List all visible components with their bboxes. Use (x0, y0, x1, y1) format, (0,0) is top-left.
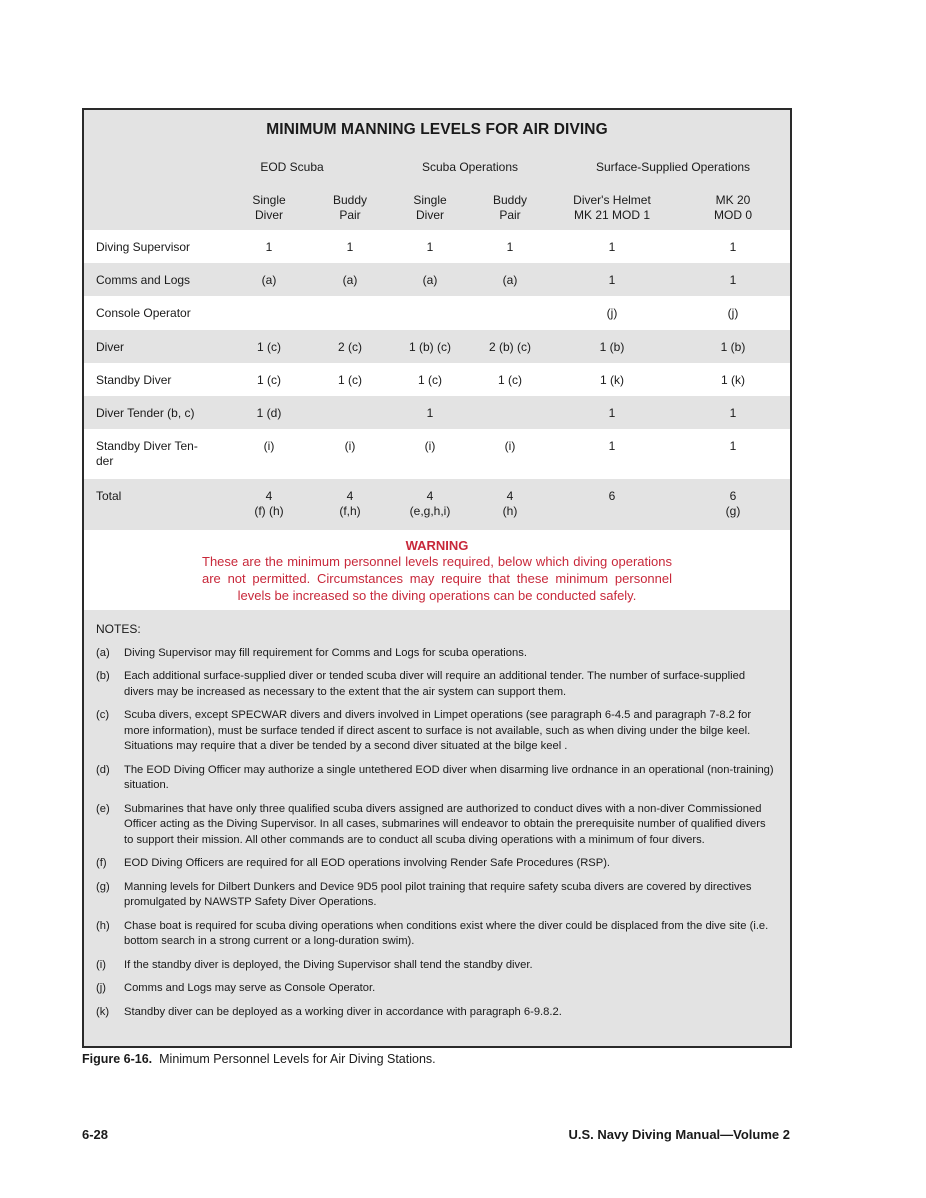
book-title: U.S. Navy Diving Manual—Volume 2 (568, 1127, 790, 1142)
table-cell (224, 240, 314, 255)
table-row (84, 263, 790, 296)
cell-value: 1 (c) (257, 340, 281, 354)
cell-footnote: (e,g,h,i) (409, 504, 451, 518)
table-cell (465, 373, 555, 388)
warning-box (84, 530, 790, 610)
table-cell (567, 373, 657, 388)
note-item (96, 1005, 776, 1021)
note-key: (a) (96, 646, 110, 659)
cell-footnote: (f) (h) (254, 504, 284, 518)
row-label: Total (96, 489, 122, 503)
cell-value: (j) (606, 306, 618, 320)
table-cell (567, 273, 657, 288)
subheader-mk21 (552, 193, 672, 223)
cell-value: (a) (422, 273, 438, 287)
note-text: If the standby diver is deployed, the Diving Supervisor shall tend the standby diver. (124, 958, 533, 971)
cell-value: 1 (346, 240, 354, 254)
table-cell (465, 489, 555, 519)
cell-value: 4 (346, 489, 354, 503)
cell-value: 1 (608, 273, 616, 287)
table-cell (224, 439, 314, 454)
subheader-scuba-single (385, 193, 475, 223)
note-item (96, 708, 776, 755)
table-cell (465, 340, 555, 355)
note-item (96, 880, 776, 911)
table-cell (224, 406, 314, 421)
cell-value: (j) (727, 306, 739, 320)
subheader-line: Pair (339, 208, 361, 222)
note-text: Manning levels for Dilbert Dunkers and Device 9D5 pool pilot training that require safety scuba divers are covered by directives promulgated by NAWSTP Safety Diver Operations. (124, 880, 752, 908)
note-text: The EOD Diving Officer may authorize a single untethered EOD diver when disarming live ordnance in an operational (non-training) situation. (124, 763, 774, 791)
table-cell (385, 373, 475, 388)
cell-value: 2 (b) (c) (489, 340, 531, 354)
table-cell (385, 340, 475, 355)
notes-section (96, 622, 776, 1028)
cell-value: 1 (729, 273, 737, 287)
table-cell (305, 340, 395, 355)
note-key: (i) (96, 958, 106, 971)
table-cell (567, 489, 657, 504)
cell-value: 4 (265, 489, 273, 503)
table-cell (465, 240, 555, 255)
note-text: Standby diver can be deployed as a working diver in accordance with paragraph 6-9.8.2. (124, 1005, 562, 1018)
note-key: (c) (96, 709, 110, 721)
row-label: Standby Diver (96, 373, 172, 387)
table-cell (688, 240, 778, 255)
table-cell (688, 340, 778, 355)
group-header-eod-scuba: EOD Scuba (260, 160, 324, 174)
table-cell (305, 240, 395, 255)
subheader-mk20 (688, 193, 778, 223)
note-text: Comms and Logs may serve as Console Operator. (124, 982, 376, 994)
cell-value: 1 (426, 406, 434, 420)
note-item (96, 856, 776, 872)
table-cell (385, 273, 475, 288)
cell-value: 1 (608, 240, 616, 254)
table-cell (688, 406, 778, 421)
table-cell (305, 489, 395, 519)
table-cell (385, 240, 475, 255)
table-row (84, 479, 790, 530)
table-cell (224, 373, 314, 388)
cell-value: (a) (261, 273, 277, 287)
table-cell (688, 306, 778, 321)
subheader-line: Diver (415, 208, 444, 222)
table-cell (567, 439, 657, 454)
cell-value: 1 (506, 240, 514, 254)
table-cell (224, 273, 314, 288)
page-number: 6-28 (82, 1127, 109, 1142)
subheader-line: MK 20 (715, 193, 751, 207)
table-cell (567, 306, 657, 321)
cell-value: 6 (608, 489, 616, 503)
cell-value: 1 (k) (600, 373, 624, 387)
cell-value: 4 (506, 489, 514, 503)
cell-value: 1 (c) (338, 373, 362, 387)
subheader-line: Pair (499, 208, 521, 222)
cell-value: (i) (504, 439, 516, 453)
note-item (96, 763, 776, 794)
table-cell (305, 273, 395, 288)
cell-value: 1 (k) (721, 373, 745, 387)
note-text: Each additional surface-supplied diver or tended scuba diver will require an additional tender. The number of surface-supplied divers may be increased as necessary to the extent that the air system can support them. (124, 670, 746, 698)
table-row (84, 330, 790, 363)
table-row (84, 363, 790, 396)
cell-value: 1 (729, 406, 737, 420)
row-label: Diver (96, 340, 125, 354)
table-cell (465, 439, 555, 454)
cell-value: 1 (729, 240, 737, 254)
table-cell (224, 489, 314, 519)
cell-value: 1 (265, 240, 273, 254)
warning-title: WARNING (405, 538, 469, 553)
subheader-line: Diver (254, 208, 283, 222)
table-row (84, 396, 790, 429)
table-cell (688, 273, 778, 288)
cell-value: (a) (342, 273, 358, 287)
subheader-line: MK 21 MOD 1 (573, 208, 651, 222)
note-key: (e) (96, 802, 110, 815)
note-key: (d) (96, 763, 110, 776)
note-item (96, 802, 776, 849)
figure-label: Figure 6-16. (82, 1052, 153, 1066)
note-item (96, 669, 776, 700)
row-label: Console Operator (96, 306, 191, 320)
table-row (84, 429, 790, 479)
table-row (84, 296, 790, 330)
subheader-line: Buddy (332, 193, 368, 207)
group-header-surface-supplied: Surface-Supplied Operations (595, 160, 751, 174)
cell-footnote: (f,h) (339, 504, 361, 518)
subheader-eod-buddy (305, 193, 395, 223)
table-cell (567, 340, 657, 355)
cell-value: (a) (502, 273, 518, 287)
note-text: EOD Diving Officers are required for all EOD operations involving Render Safe Procedures (RSP). (124, 857, 611, 869)
table-cell (385, 406, 475, 421)
cell-value: (i) (263, 439, 275, 453)
figure-caption (82, 1052, 436, 1066)
note-key: (f) (96, 857, 107, 869)
subheader-line: Diver's Helmet (573, 193, 651, 207)
note-text: Chase boat is required for scuba diving operations when conditions exist where the diver could be displaced from the dive site (i.e. bottom search in a strong current or a long-duration swim). (124, 919, 769, 947)
table-cell (465, 273, 555, 288)
note-item (96, 958, 776, 974)
subheader-line: Buddy (492, 193, 528, 207)
cell-value: 2 (c) (338, 340, 362, 354)
subheader-line: MOD 0 (713, 208, 752, 222)
row-label: Comms and Logs (96, 273, 191, 287)
note-text: Submarines that have only three qualified scuba divers assigned are authorized to conduct dives with a non-diver Commissioned Officer acting as the Diving Supervisor. In all cases, submarines will endeavor to obtain the prerequisite number of qualified divers to support their mission. All other commands are to conduct all scuba diving operations with a minimum of four divers. (124, 802, 766, 846)
table-row (84, 230, 790, 263)
table-cell (385, 489, 475, 519)
cell-value: 1 (c) (418, 373, 442, 387)
table-cell (224, 340, 314, 355)
table-cell (305, 439, 395, 454)
row-label: Diver Tender (b, c) (96, 406, 195, 420)
table-cell (688, 489, 778, 519)
figure-frame (82, 108, 792, 1048)
cell-footnote: (h) (502, 504, 518, 518)
table-cell (688, 439, 778, 454)
cell-value: 6 (729, 489, 737, 503)
cell-value: 1 (b) (c) (409, 340, 451, 354)
table-cell (567, 406, 657, 421)
cell-value: 1 (426, 240, 434, 254)
note-key: (h) (96, 919, 110, 932)
row-label: Standby Diver Ten-der (96, 439, 198, 468)
notes-heading: NOTES: (96, 622, 141, 636)
note-key: (j) (96, 982, 106, 994)
table-cell (567, 240, 657, 255)
subheader-line: Single (413, 193, 447, 207)
note-item (96, 919, 776, 950)
cell-value: 1 (608, 439, 616, 453)
row-label: Diving Supervisor (96, 240, 191, 254)
subheader-eod-single (224, 193, 314, 223)
note-item (96, 981, 776, 997)
figure-caption-text: Minimum Personnel Levels for Air Diving Stations. (159, 1052, 436, 1066)
cell-value: 4 (426, 489, 434, 503)
cell-value: 1 (b) (720, 340, 746, 354)
cell-value: (i) (344, 439, 356, 453)
cell-value: 1 (608, 406, 616, 420)
note-item (96, 646, 776, 662)
table-cell (385, 439, 475, 454)
cell-value: 1 (c) (498, 373, 522, 387)
note-key: (g) (96, 880, 110, 893)
subheader-scuba-buddy (465, 193, 555, 223)
cell-value: (i) (424, 439, 436, 453)
warning-body: These are the minimum personnel levels required, below which diving operations are not permitted. Circumstances may require that these minimum personnel levels be increased so the diving operations can be conducted safely. (202, 554, 672, 603)
table-cell (688, 373, 778, 388)
group-header-scuba-operations: Scuba Operations (421, 160, 519, 174)
cell-value: 1 (d) (256, 406, 282, 420)
table-cell (305, 373, 395, 388)
table-title: MINIMUM MANNING LEVELS FOR AIR DIVING (266, 121, 608, 138)
cell-footnote: (g) (725, 504, 741, 518)
cell-value: 1 (c) (257, 373, 281, 387)
note-key: (b) (96, 670, 110, 682)
note-text: Diving Supervisor may fill requirement for Comms and Logs for scuba operations. (124, 646, 527, 659)
note-key: (k) (96, 1005, 110, 1018)
note-text: Scuba divers, except SPECWAR divers and divers involved in Limpet operations (see paragraph 6-4.5 and paragraph 7-8.2 for more information), must be surface tended if direct ascent to surface is not available, such as when diving under the bilge keel. Situations may require that a diver be tended by a second diver situated at the bilge keel . (124, 709, 752, 752)
cell-value: 1 (b) (599, 340, 625, 354)
subheader-line: Single (252, 193, 286, 207)
cell-value: 1 (729, 439, 737, 453)
